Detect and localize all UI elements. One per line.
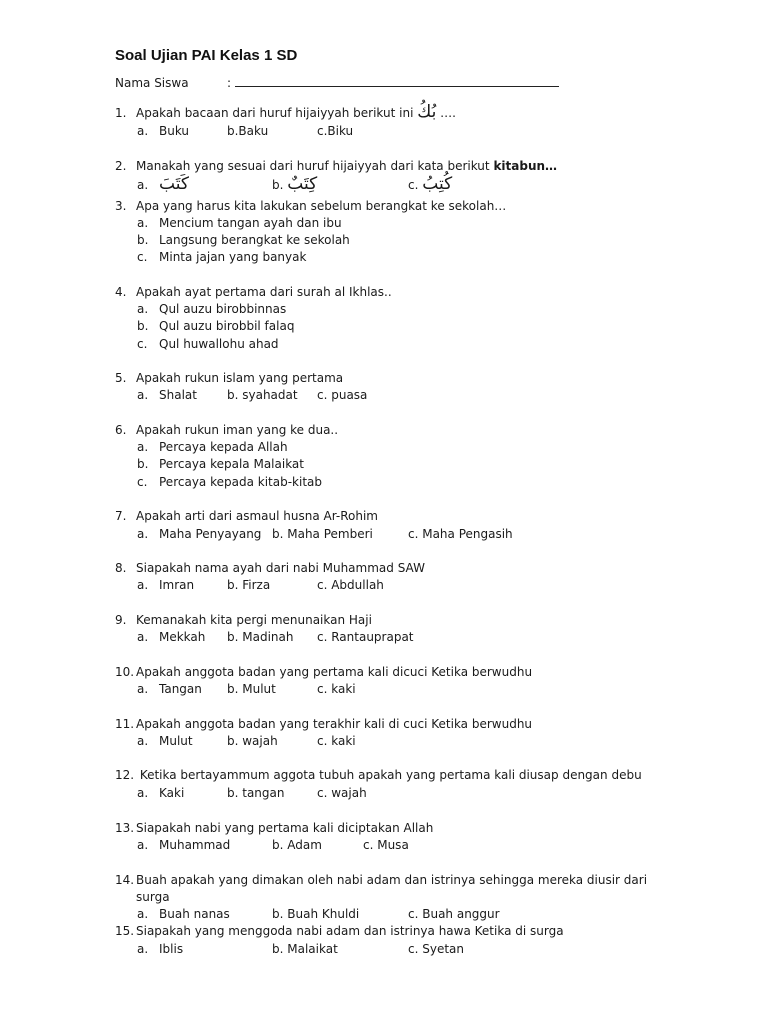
student-name-label: Nama Siswa — [115, 76, 189, 90]
page-title: Soal Ujian PAI Kelas 1 SD — [115, 47, 298, 64]
student-name-field[interactable] — [235, 77, 559, 87]
option-c[interactable]: c. Syetan — [408, 942, 464, 956]
option-b[interactable]: b. tangan — [227, 786, 285, 800]
option-b[interactable]: b. Firza — [227, 578, 271, 592]
option-a[interactable]: a. Mekkah — [137, 630, 206, 644]
question-9: 9. Kemanakah kita pergi menunaikan Haji — [115, 613, 372, 627]
option-c[interactable]: c. Minta jajan yang banyak — [137, 250, 307, 264]
option-c[interactable]: c. wajah — [317, 786, 367, 800]
option-b[interactable]: b. Percaya kepala Malaikat — [137, 457, 304, 471]
option-b[interactable]: b. Madinah — [227, 630, 294, 644]
option-b[interactable]: b. Buah Khuldi — [272, 907, 360, 921]
option-a[interactable]: a. Percaya kepada Allah — [137, 440, 288, 454]
option-c[interactable]: c. Buah anggur — [408, 907, 500, 921]
option-c[interactable]: c. Musa — [363, 838, 409, 852]
option-a[interactable]: a. Kaki — [137, 786, 185, 800]
option-c[interactable]: c.Biku — [317, 124, 354, 138]
option-b[interactable]: b. Malaikat — [272, 942, 338, 956]
option-a[interactable]: a. Shalat — [137, 388, 197, 402]
option-a[interactable]: a. Tangan — [137, 682, 202, 696]
question-7: 7. Apakah arti dari asmaul husna Ar-Rohim — [115, 509, 378, 523]
question-1: 1. Apakah bacaan dari huruf hijaiyyah berikut ini بُكُ …. — [115, 102, 456, 122]
option-b[interactable]: b. Maha Pemberi — [272, 527, 373, 541]
option-c[interactable]: c. كُتِبُ — [408, 174, 453, 194]
question-11: 11. Apakah anggota badan yang terakhir kali di cuci Ketika berwudhu — [115, 717, 533, 731]
student-name-row — [115, 76, 559, 90]
option-c[interactable]: c. Rantauprapat — [317, 630, 414, 644]
question-5: 5. Apakah rukun islam yang pertama — [115, 371, 344, 385]
question-12: 12. Ketika bertayammum aggota tubuh apakah yang pertama kali diusap dengan debu — [115, 768, 642, 782]
option-c[interactable]: c. Abdullah — [317, 578, 384, 592]
option-a[interactable]: a. Buku — [137, 124, 190, 138]
student-name-colon: : — [227, 76, 232, 90]
arabic-word: بُكُ — [417, 102, 437, 122]
question-4: 4. Apakah ayat pertama dari surah al Ikhlas.. — [115, 285, 392, 299]
question-3: 3. Apa yang harus kita lakukan sebelum berangkat ke sekolah… — [115, 199, 507, 213]
option-b[interactable]: b. syahadat — [227, 388, 298, 402]
option-a[interactable]: a. Muhammad — [137, 838, 231, 852]
option-c[interactable]: c. Percaya kepada kitab-kitab — [137, 475, 322, 489]
option-b[interactable]: b. Langsung berangkat ke sekolah — [137, 233, 350, 247]
question-8: 8. Siapakah nama ayah dari nabi Muhammad SAW — [115, 561, 425, 575]
option-b[interactable]: b.Baku — [227, 124, 269, 138]
option-b[interactable]: b. Mulut — [227, 682, 276, 696]
option-a[interactable]: a. Mulut — [137, 734, 193, 748]
option-b[interactable]: b. Qul auzu birobbil falaq — [137, 319, 295, 333]
question-14: 14. Buah apakah yang dimakan oleh nabi adam dan istrinya sehingga mereka diusir dari surga — [115, 873, 648, 904]
option-a[interactable]: a. كَتَبَ — [137, 174, 189, 194]
question-15: 15. Siapakah yang menggoda nabi adam dan istrinya hawa Ketika di surga — [115, 924, 564, 938]
option-c[interactable]: c. kaki — [317, 682, 356, 696]
option-a[interactable]: a. Qul auzu birobbinnas — [137, 302, 287, 316]
option-a[interactable]: a. Buah nanas — [137, 907, 230, 921]
option-c[interactable]: c. Qul huwallohu ahad — [137, 337, 279, 351]
question-13: 13. Siapakah nabi yang pertama kali diciptakan Allah — [115, 821, 434, 835]
question-2: 2. Manakah yang sesuai dari huruf hijaiyyah dari kata berikut kitabun… — [115, 159, 558, 173]
question-6: 6. Apakah rukun iman yang ke dua.. — [115, 423, 339, 437]
option-b[interactable]: b. كِتَبٌ — [272, 174, 318, 194]
option-b[interactable]: b. Adam — [272, 838, 322, 852]
option-c[interactable]: c. puasa — [317, 388, 368, 402]
option-a[interactable]: a. Mencium tangan ayah dan ibu — [137, 216, 342, 230]
option-c[interactable]: c. kaki — [317, 734, 356, 748]
option-c[interactable]: c. Maha Pengasih — [408, 527, 513, 541]
option-a[interactable]: a. Iblis — [137, 942, 184, 956]
option-b[interactable]: b. wajah — [227, 734, 278, 748]
question-10: 10. Apakah anggota badan yang pertama kali dicuci Ketika berwudhu — [115, 665, 533, 679]
option-a[interactable]: a. Maha Penyayang — [137, 527, 262, 541]
option-a[interactable]: a. Imran — [137, 578, 195, 592]
